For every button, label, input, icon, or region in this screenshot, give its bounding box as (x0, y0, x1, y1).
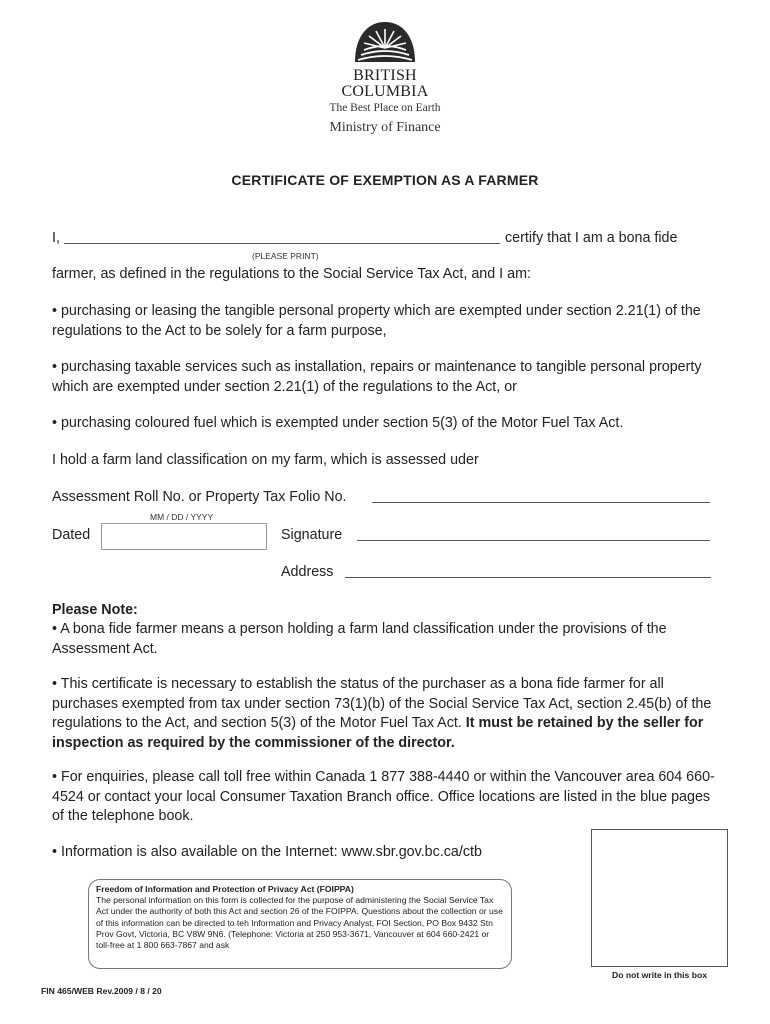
intro-continuation: farmer, as defined in the regulations to the Social Service Tax Act, and I am: (52, 266, 531, 282)
address-label: Address (281, 564, 334, 580)
note-point-certificate-text: • This certificate is necessary to establish the status of the purchaser as a bona fide farmer for all purchases exempted from tax under section 73(1)(b) of the Social Service Tax Act, section 2.45(b) of the regulations to the Act, and section 5(3) of the Motor Fuel Tax Act. (52, 676, 712, 731)
bc-logo (0, 18, 770, 136)
form-title: CERTIFICATE OF EXEMPTION AS A FARMER (231, 172, 539, 188)
bc-sun-emblem (352, 18, 418, 64)
office-use-label: Do not write in this box (611, 970, 707, 980)
note-point-enquiries: • For enquiries, please call toll free within Canada 1 877 388-4440 or within the Vancouver area 604 660-4524 or contact your local Consumer Taxation Branch office. Office locations are listed in the blue pages of the telephone book. (52, 769, 715, 824)
note-heading: Please Note: (52, 602, 138, 618)
note-point-internet: • Information is also available on the Internet: www.sbr.gov.bc.ca/ctb (52, 844, 482, 860)
bullet-services: • purchasing taxable services such as installation, repairs or maintenance to tangible personal property which are exempted under section 2.21(1) of the regulations to the Act, or (52, 359, 702, 395)
office-use-box (591, 829, 728, 967)
intro-prefix: I, (52, 230, 60, 246)
logo-columbia: COLUMBIA (341, 83, 429, 100)
note-point-certificate (52, 675, 724, 753)
note-point-farmer: • A bona fide farmer means a person holding a farm land classification under the provisions of the Assessment Act. (52, 621, 667, 657)
logo-british: BRITISH (353, 67, 417, 84)
assessment-label: Assessment Roll No. or Property Tax Folio No. (52, 489, 347, 505)
logo-tagline: The Best Place on Earth (329, 102, 441, 114)
foippa-notice (88, 879, 512, 969)
intro-suffix: certify that I am a bona fide (505, 230, 678, 246)
note-point-certificate-bold: It must be retained by the seller for inspection as required by the commissioner of the director. (52, 715, 704, 751)
signature-label: Signature (281, 527, 343, 543)
foippa-body: The personal information on this form is collected for the purpose of administering the Social Service Tax Act under the authority of both this Act and section 26 of the FOIPPA. Questions about the collection or use of this information can be directed to teh Information and Privacy Analyst, FOI Section, PO Box 9432 Stn Prov Govt, Victoria, BC V8W 9N6. (Telephone: Victoria at 250 953-3671, Vancouver at 604 660-2421 or toll-free at 1 800 663-7867 and ask (96, 895, 503, 951)
dated-label: Dated (52, 527, 91, 543)
foippa-heading: Freedom of Information and Protection of Privacy Act (FOIPPA) (96, 884, 354, 894)
date-format-hint: MM / DD / YYYY (150, 512, 214, 522)
bullet-fuel: • purchasing coloured fuel which is exempted under section 5(3) of the Motor Fuel Tax Act. (52, 415, 624, 431)
signature-input[interactable] (357, 540, 710, 541)
bullet-property: • purchasing or leasing the tangible personal property which are exempted under section 2.21(1) of the regulations to the Act to be solely for a farm purpose, (52, 303, 701, 339)
date-input[interactable] (101, 523, 267, 550)
address-input[interactable] (345, 577, 711, 578)
farm-statement: I hold a farm land classification on my farm, which is assessed uder (52, 452, 479, 468)
assessment-input[interactable] (372, 502, 710, 503)
form-number: FIN 465/WEB Rev.2009 / 8 / 20 (41, 986, 162, 996)
print-hint: (PLEASE PRINT) (252, 251, 319, 261)
name-field[interactable] (64, 243, 500, 244)
ministry-name: Ministry of Finance (329, 120, 441, 135)
